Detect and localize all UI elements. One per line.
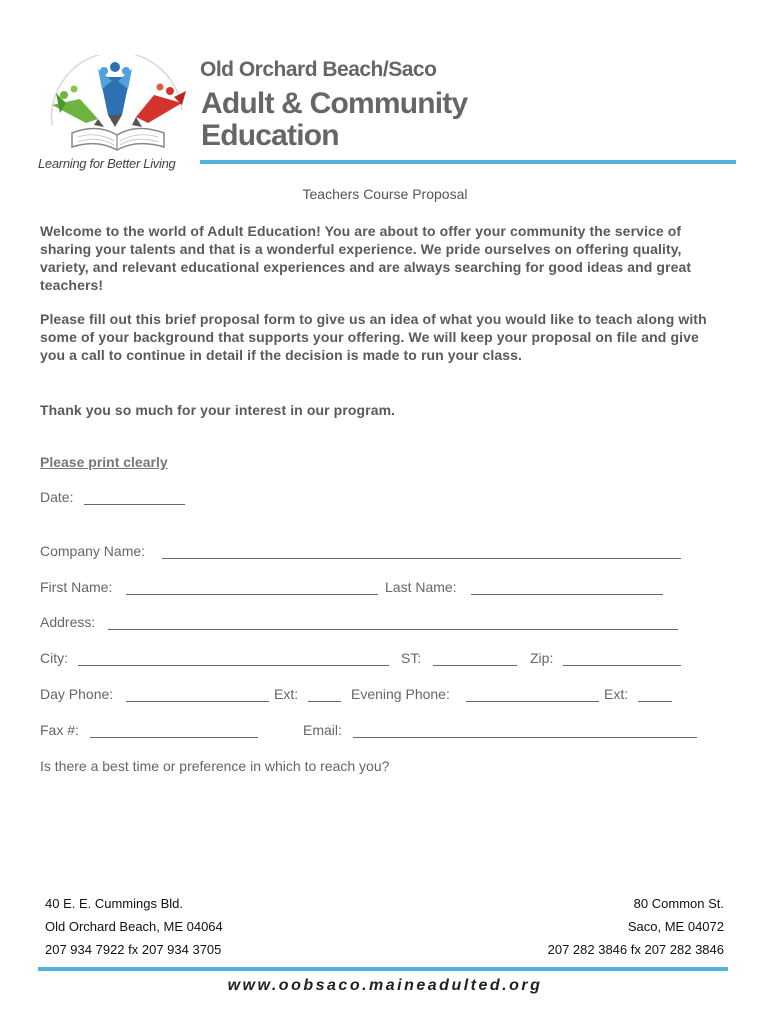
evening-phone-field[interactable] [466, 701, 599, 702]
footer-divider [38, 967, 728, 971]
evening-phone-ext-label: Ext: [604, 686, 629, 702]
website-url: www.oobsaco.maineadulted.org [227, 977, 543, 994]
first-name-label: First Name: [40, 579, 113, 595]
day-phone-field[interactable] [126, 701, 269, 702]
form-title: Teachers Course Proposal [302, 186, 468, 202]
last-name-label: Last Name: [385, 579, 457, 595]
saco-phone: 207 282 3846 fx 207 282 3846 [547, 942, 724, 957]
address-block-oob [45, 892, 223, 961]
saco-street: 80 Common St. [633, 896, 724, 911]
org-name-line1: Old Orchard Beach/Saco [200, 58, 437, 81]
address-field[interactable] [108, 629, 678, 630]
saco-city: Saco, ME 04072 [627, 919, 724, 934]
org-name-main [201, 88, 467, 152]
day-phone-ext-field[interactable] [308, 701, 341, 702]
date-field[interactable] [84, 504, 185, 505]
zip-field[interactable] [563, 665, 681, 666]
print-clearly-note: Please print clearly [40, 454, 168, 470]
fax-field[interactable] [90, 737, 258, 738]
state-field[interactable] [433, 665, 517, 666]
city-label: City: [40, 650, 68, 666]
intro-paragraph-1: Welcome to the world of Adult Education! You are about to offer your community the service of sharing your talents and that is a wonderful experience. We pride ourselves on offering quality, variety, and relevant educational experiences and are always searching for good ideas and great teachers! [40, 223, 692, 293]
company-name-label: Company Name: [40, 543, 146, 559]
company-name-field[interactable] [162, 558, 681, 559]
oob-city: Old Orchard Beach, ME 04064 [45, 919, 223, 934]
date-label: Date: [40, 489, 74, 505]
state-label: ST: [401, 650, 422, 666]
address-block-saco [548, 892, 724, 961]
oob-phone: 207 934 7922 fx 207 934 3705 [45, 942, 222, 957]
city-field[interactable] [78, 665, 389, 666]
day-phone-ext-label: Ext: [274, 686, 299, 702]
tagline: Learning for Better Living [38, 156, 176, 171]
address-label: Address: [40, 614, 96, 630]
first-name-field[interactable] [126, 594, 378, 595]
zip-label: Zip: [530, 650, 554, 666]
people-over-open-book-logo [42, 55, 192, 155]
intro-paragraph-2: Please fill out this brief proposal form to give us an idea of what you would like to teach along with some of your background that supports your offering. We will keep your proposal on file and give you a call to continue in detail if the decision is made to run your class. [40, 311, 707, 363]
header-divider [200, 160, 736, 164]
evening-phone-label: Evening Phone: [351, 686, 450, 702]
email-label: Email: [303, 722, 342, 738]
last-name-field[interactable] [471, 594, 663, 595]
evening-phone-ext-field[interactable] [638, 701, 672, 702]
org-name-line2: Adult & Community [201, 87, 468, 120]
day-phone-label: Day Phone: [40, 686, 114, 702]
intro-paragraph-3: Thank you so much for your interest in our program. [40, 402, 396, 418]
contact-preference-question: Is there a best time or preference in which to reach you? [40, 758, 390, 774]
fax-label: Fax #: [40, 722, 79, 738]
org-name-line3: Education [201, 119, 339, 152]
oob-street: 40 E. E. Cummings Bld. [45, 896, 183, 911]
email-field[interactable] [353, 737, 697, 738]
